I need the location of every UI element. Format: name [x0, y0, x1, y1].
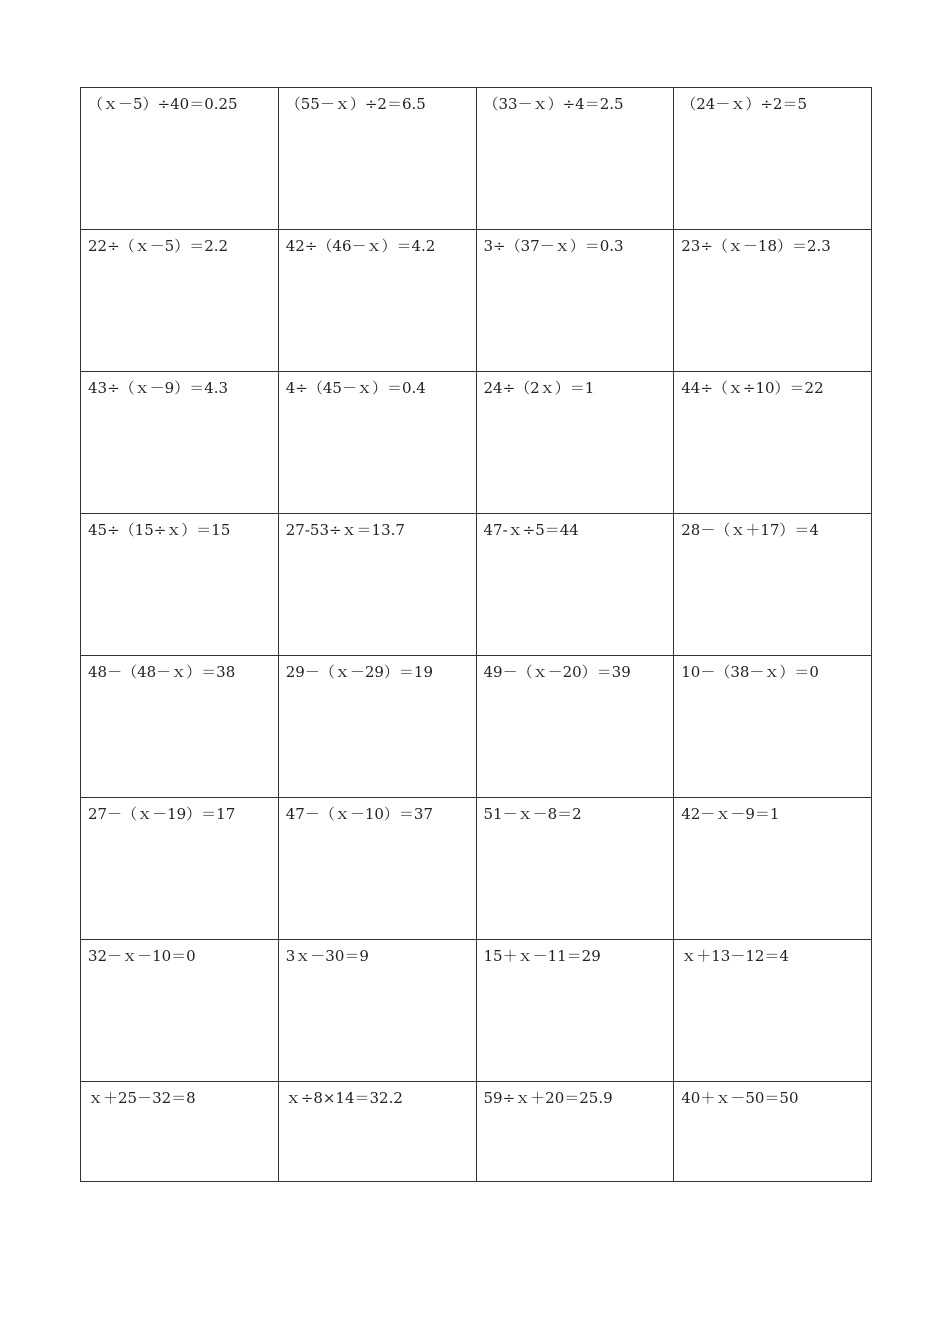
table-row [81, 940, 872, 1082]
equation-cell: 42－ｘ－9＝1 [674, 798, 872, 940]
equation-cell: 48－（48－ｘ）＝38 [81, 656, 279, 798]
equation-cell: 23÷（ｘ－18）＝2.3 [674, 230, 872, 372]
table-row [81, 372, 872, 514]
equation-cell: 44÷（ｘ÷10）＝22 [674, 372, 872, 514]
equation-cell: 29－（ｘ－29）＝19 [278, 656, 476, 798]
equation-cell: 15＋ｘ－11＝29 [476, 940, 674, 1082]
equation-cell: 32－ｘ－10＝0 [81, 940, 279, 1082]
equation-cell: （24－ｘ）÷2＝5 [674, 88, 872, 230]
equation-cell: ｘ＋25－32＝8 [81, 1082, 279, 1182]
equation-cell: （ｘ－5）÷40＝0.25 [81, 88, 279, 230]
equation-cell: 27－（ｘ－19）＝17 [81, 798, 279, 940]
equation-cell: 59÷ｘ＋20＝25.9 [476, 1082, 674, 1182]
equation-cell: 3÷（37－ｘ）＝0.3 [476, 230, 674, 372]
table-row [81, 1082, 872, 1182]
equation-cell: 4÷（45－ｘ）＝0.4 [278, 372, 476, 514]
equation-cell: 40＋ｘ－50＝50 [674, 1082, 872, 1182]
equation-cell: 10－（38－ｘ）＝0 [674, 656, 872, 798]
table-row [81, 514, 872, 656]
equation-cell: 43÷（ｘ－9）＝4.3 [81, 372, 279, 514]
equation-cell: 27-53÷ｘ＝13.7 [278, 514, 476, 656]
equation-cell: 3ｘ－30＝9 [278, 940, 476, 1082]
equation-cell: ｘ÷8×14＝32.2 [278, 1082, 476, 1182]
equation-cell: 22÷（ｘ－5）＝2.2 [81, 230, 279, 372]
table-row [81, 230, 872, 372]
equation-cell: 28－（ｘ＋17）＝4 [674, 514, 872, 656]
equation-cell: 45÷（15÷ｘ）＝15 [81, 514, 279, 656]
equation-cell: 24÷（2ｘ）＝1 [476, 372, 674, 514]
equation-cell: 47-ｘ÷5＝44 [476, 514, 674, 656]
equation-cell: 47－（ｘ－10）＝37 [278, 798, 476, 940]
equation-cell: 51－ｘ－8＝2 [476, 798, 674, 940]
equation-cell: （33－ｘ）÷4＝2.5 [476, 88, 674, 230]
table-row [81, 88, 872, 230]
equation-worksheet-table [80, 87, 872, 1182]
table-row [81, 656, 872, 798]
equation-cell: 42÷（46－ｘ）＝4.2 [278, 230, 476, 372]
table-row [81, 798, 872, 940]
equation-cell: ｘ＋13－12＝4 [674, 940, 872, 1082]
equation-cell: 49－（ｘ－20）＝39 [476, 656, 674, 798]
equation-cell: （55－ｘ）÷2＝6.5 [278, 88, 476, 230]
